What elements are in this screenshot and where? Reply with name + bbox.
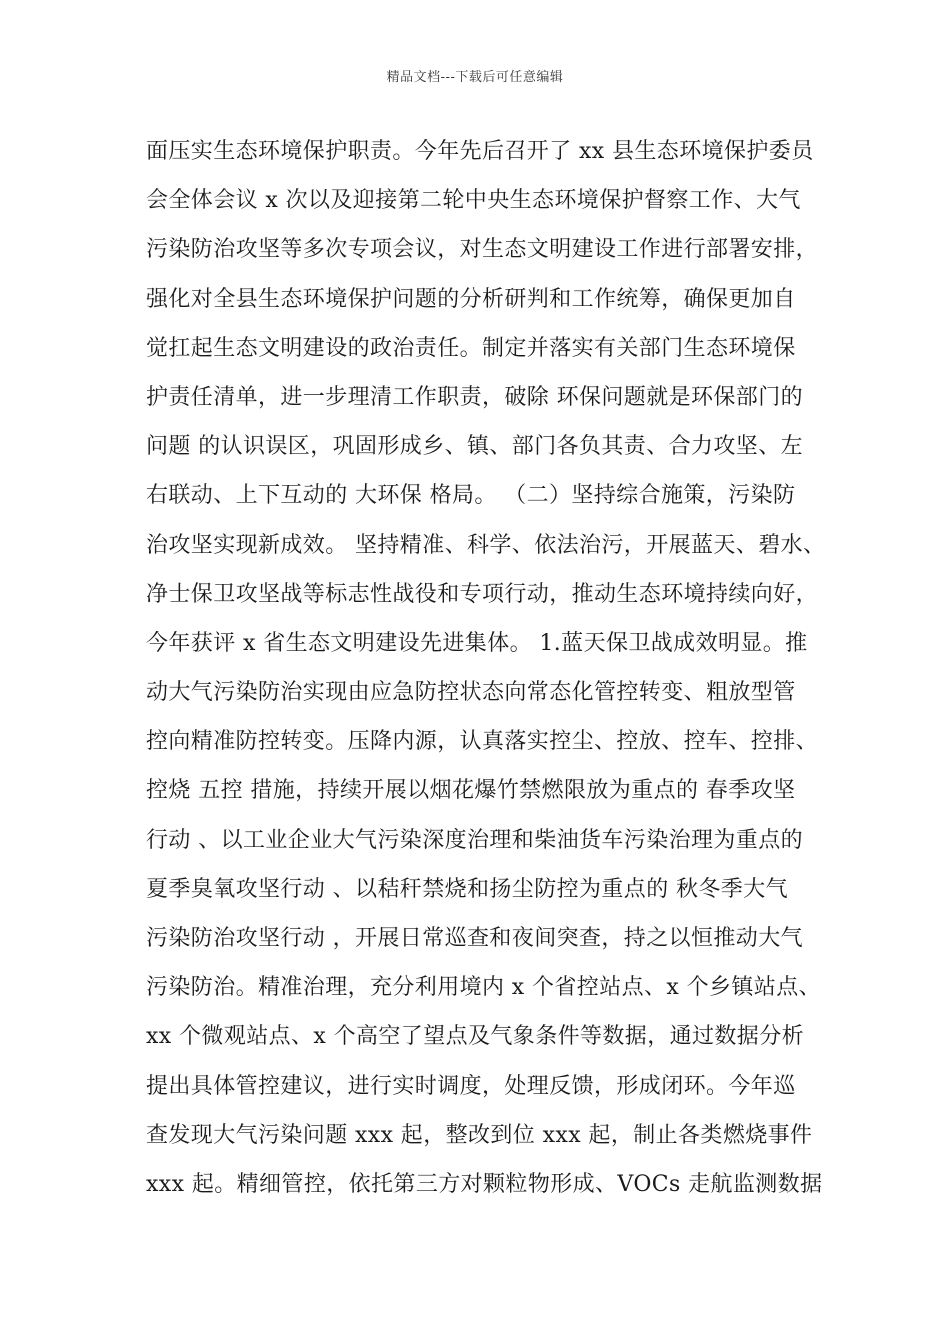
- text-line: 强化对全县生态环境保护问题的分析研判和工作统筹，确保更加自: [146, 286, 796, 312]
- text-line: 今年获评 x 省生态文明建设先进集体。 1.蓝天保卫战成效明显。推: [146, 630, 808, 656]
- text-line: 问题 的认识误区，巩固形成乡、镇、部门各负其责、合力攻坚、左: [146, 434, 803, 460]
- text-line: 控烧 五控 措施，持续开展以烟花爆竹禁燃限放为重点的 春季攻坚: [146, 778, 796, 804]
- text-line: 治攻坚实现新成效。 坚持精准、科学、依法治污，开展蓝天、碧水、: [146, 532, 826, 558]
- text-line: xx 个微观站点、x 个高空了望点及气象条件等数据，通过数据分析: [146, 1024, 805, 1050]
- body-text: [146, 136, 836, 1218]
- text-line: 污染防治攻坚等多次专项会议，对生态文明建设工作进行部署安排，: [146, 237, 819, 263]
- text-line: 护责任清单，进一步理清工作职责，破除 环保问题就是环保部门的: [146, 384, 803, 410]
- text-line: 动大气污染防治实现由应急防控状态向常态化管控转变、粗放型管: [146, 680, 796, 706]
- text-line: 面压实生态环境保护职责。今年先后召开了 xx 县生态环境保护委员: [146, 139, 814, 164]
- text-line: 右联动、上下互动的 大环保 格局。 （二）坚持综合施策，污染防: [146, 483, 796, 509]
- text-line: 行动 、以工业企业大气污染深度治理和柴油货车污染治理为重点的: [146, 827, 803, 853]
- text-line: 净士保卫攻坚战等标志性战役和专项行动，推动生态环境持续向好，: [146, 581, 819, 607]
- text-line: 会全体会议 x 次以及迎接第二轮中央生态环境保护督察工作、大气: [146, 188, 801, 214]
- text-line: xxx 起。精细管控，依托第三方对颗粒物形成、VOCs 走航监测数据: [146, 1171, 823, 1197]
- text-line: 污染防治攻坚行动 ，开展日常巡查和夜间突查，持之以恒推动大气: [146, 926, 803, 951]
- page-header: 精品文档---下载后可任意编辑: [386, 70, 564, 85]
- text-line: 污染防治。精准治理，充分利用境内 x 个省控站点、x 个乡镇站点、: [146, 975, 821, 1001]
- text-line: 觉扛起生态文明建设的政治责任。制定并落实有关部门生态环境保: [146, 335, 796, 361]
- text-line: 查发现大气污染问题 xxx 起，整改到位 xxx 起，制止各类燃烧事件: [146, 1122, 813, 1148]
- text-line: 提出具体管控建议，进行实时调度，处理反馈，形成闭环。今年巡: [146, 1073, 796, 1099]
- text-line: 夏季臭氧攻坚行动 、以秸秆禁烧和扬尘防控为重点的 秋冬季大气: [146, 876, 788, 902]
- text-line: 控向精准防控转变。压降内源，认真落实控尘、控放、控车、控排、: [146, 729, 819, 755]
